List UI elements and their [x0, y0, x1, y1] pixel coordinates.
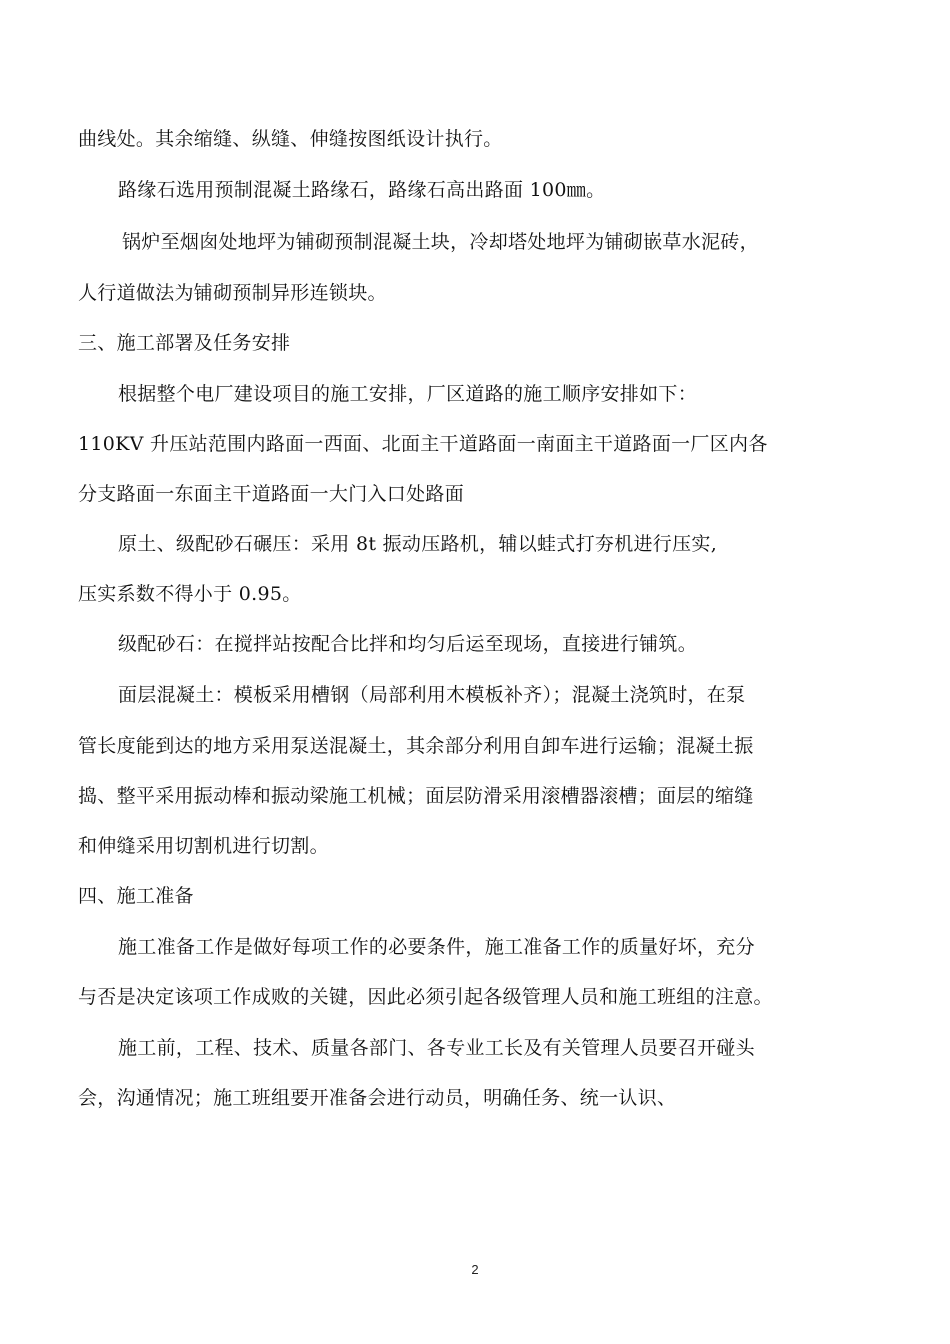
text-line: 110KV 升压站范围内路面一西面、北面主干道路面一南面主干道路面一厂区内各 [78, 433, 768, 455]
text-line: 人行道做法为铺砌预制异形连锁块。 [78, 282, 387, 304]
text-line: 和伸缝采用切割机进行切割。 [78, 835, 329, 857]
section-heading: 四、施工准备 [78, 885, 194, 907]
page-number: 2 [471, 1262, 479, 1277]
text-line: 路缘石选用预制混凝土路缘石，路缘石高出路面 100㎜。 [118, 179, 606, 201]
text-line: 会，沟通情况；施工班组要开准备会进行动员，明确任务、统一认识、 [78, 1087, 677, 1109]
text-line: 锅炉至烟囱处地坪为铺砌预制混凝土块，冷却塔处地坪为铺砌嵌草水泥砖， [122, 231, 759, 253]
text-line: 根据整个电厂建设项目的施工安排，厂区道路的施工顺序安排如下： [118, 383, 698, 405]
text-line: 级配砂石：在搅拌站按配合比拌和均匀后运至现场，直接进行铺筑。 [118, 633, 698, 655]
text-line: 施工前，工程、技术、质量各部门、各专业工长及有关管理人员要召开碰头 [118, 1037, 755, 1059]
text-line: 压实系数不得小于 0.95。 [78, 583, 302, 605]
text-line: 面层混凝土：模板采用槽钢（局部利用木模板补齐）；混凝土浇筑时，在泵 [118, 684, 746, 706]
text-line: 施工准备工作是做好每项工作的必要条件，施工准备工作的质量好坏，充分 [118, 936, 755, 958]
text-line: 捣、整平采用振动棒和振动梁施工机械；面层防滑采用滚槽器滚槽；面层的缩缝 [78, 785, 754, 807]
text-line: 分支路面一东面主干道路面一大门入口处路面 [78, 483, 465, 505]
text-line: 与否是决定该项工作成败的关键，因此必须引起各级管理人员和施工班组的注意。 [78, 986, 773, 1008]
text-line: 原土、级配砂石碾压：采用 8t 振动压路机，辅以蛙式打夯机进行压实, [118, 533, 718, 555]
section-heading: 三、施工部署及任务安排 [78, 332, 291, 354]
text-line: 曲线处。其余缩缝、纵缝、伸缝按图纸设计执行。 [78, 128, 503, 150]
text-line: 管长度能到达的地方采用泵送混凝土，其余部分利用自卸车进行运输；混凝土振 [78, 735, 754, 757]
